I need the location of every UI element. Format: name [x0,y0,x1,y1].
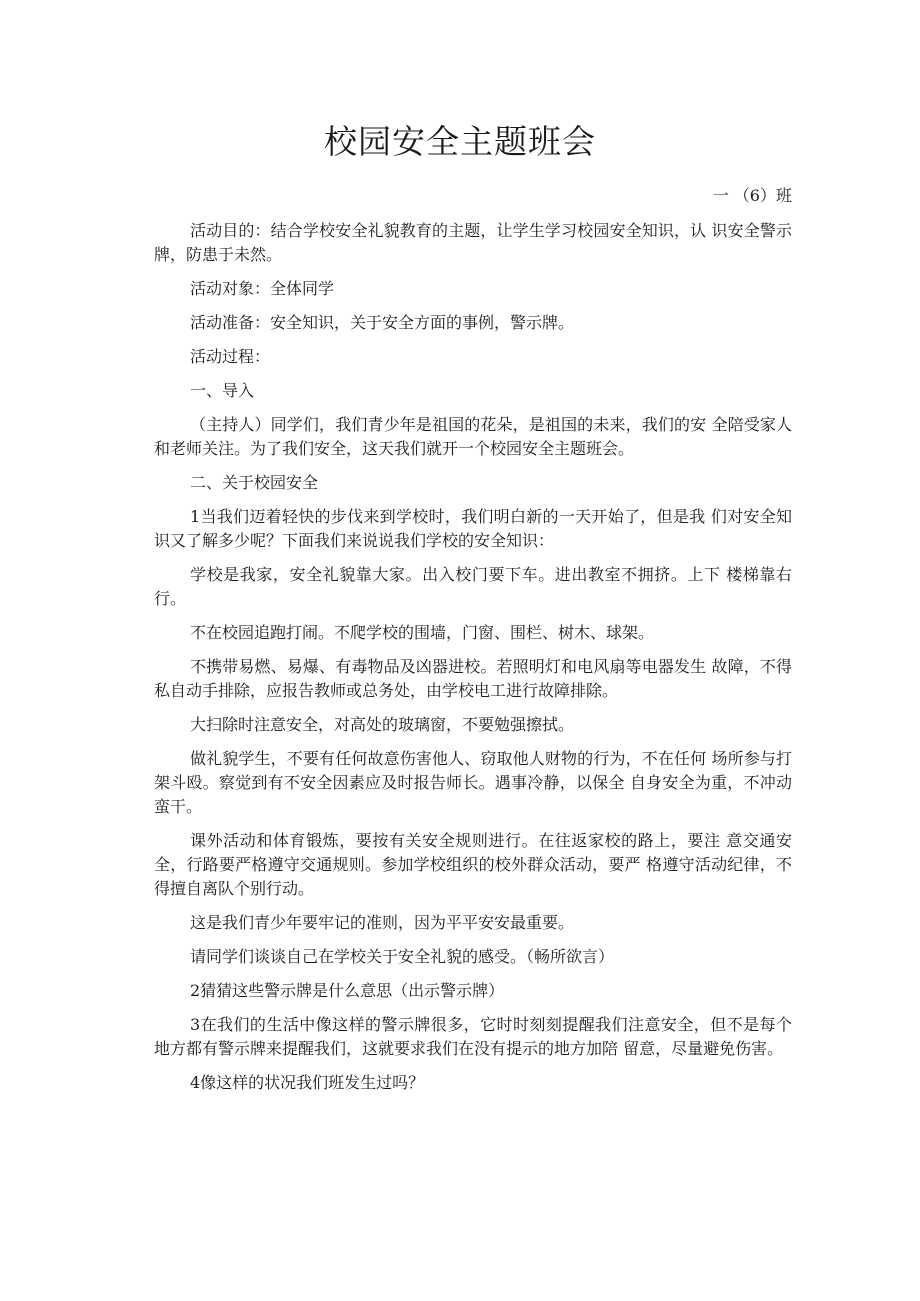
document-title: 校园安全主题班会 [324,122,596,161]
paragraph: 4像这样的状况我们班发生过吗？ [190,1073,425,1092]
paragraph: 3在我们的生活中像这样的警示牌很多，它时时刻刻提醒我们注意安全，但不是每个地方都有警示牌来提醒我们，这就要求我们在没有提示的地方加陪 留意，尽量避免伤害。 [154,1015,792,1058]
document-body [154,219,792,1105]
paragraph: 1当我们迈着轻快的步伐来到学校时，我们明白新的一天开始了，但是我 们对安全知识又了解多少呢？下面我们来说说我们学校的安全知识： [154,507,792,550]
paragraph: 2猜猜这些警示牌是什么意思（出示警示牌） [190,981,505,1000]
paragraph: 学校是我家，安全礼貌靠大家。出入校门要下车。进出教室不拥挤。上下 楼梯靠右行。 [154,565,792,608]
section-heading: 二、关于校园安全 [190,473,319,492]
paragraph: 请同学们谈谈自己在学校关于安全礼貌的感受。（畅所欲言） [190,947,615,966]
paragraph: 活动目的：结合学校安全礼貌教育的主题，让学生学习校园安全知识，认 识安全警示牌，防患于未然。 [154,221,792,264]
paragraph: 做礼貌学生，不要有任何故意伤害他人、窃取他人财物的行为，不在任何 场所参与打架斗殴。察觉到有不安全因素应及时报告师长。遇事冷静，以保全 自身安全为重，不冲动蛮干。 [154,749,792,816]
section-heading: 一、导入 [190,381,255,400]
paragraph: 活动准备：安全知识，关于安全方面的事例，警示牌。 [190,313,575,332]
paragraph: 课外活动和体育锻炼，要按有关安全规则进行。在往返家校的路上，要注 意交通安全，行路要严格遵守交通规则。参加学校组织的校外群众活动，要严 格遵守活动纪律，不得擅自离队个别行动。 [154,831,792,898]
paragraph: 活动对象：全体同学 [190,279,335,298]
paragraph: 不携带易燃、易爆、有毒物品及凶器进校。若照明灯和电风扇等电器发生 故障，不得私自动手排除，应报告教师或总务处，由学校电工进行故障排除。 [154,657,792,700]
paragraph: 活动过程： [190,347,271,366]
paragraph: （主持人）同学们，我们青少年是祖国的花朵，是祖国的未来，我们的安 全陪受家人和老师关注。为了我们安全，这天我们就开一个校园安全主题班会。 [154,415,792,458]
paragraph: 不在校园追跑打闹。不爬学校的围墙，门窗、围栏、树木、球架。 [190,623,655,642]
paragraph: 大扫除时注意安全，对高处的玻璃窗，不要勉强擦拭。 [190,715,575,734]
class-name: 一 （6）班 [712,186,792,205]
paragraph: 这是我们青少年要牢记的准则，因为平平安安最重要。 [190,913,575,932]
